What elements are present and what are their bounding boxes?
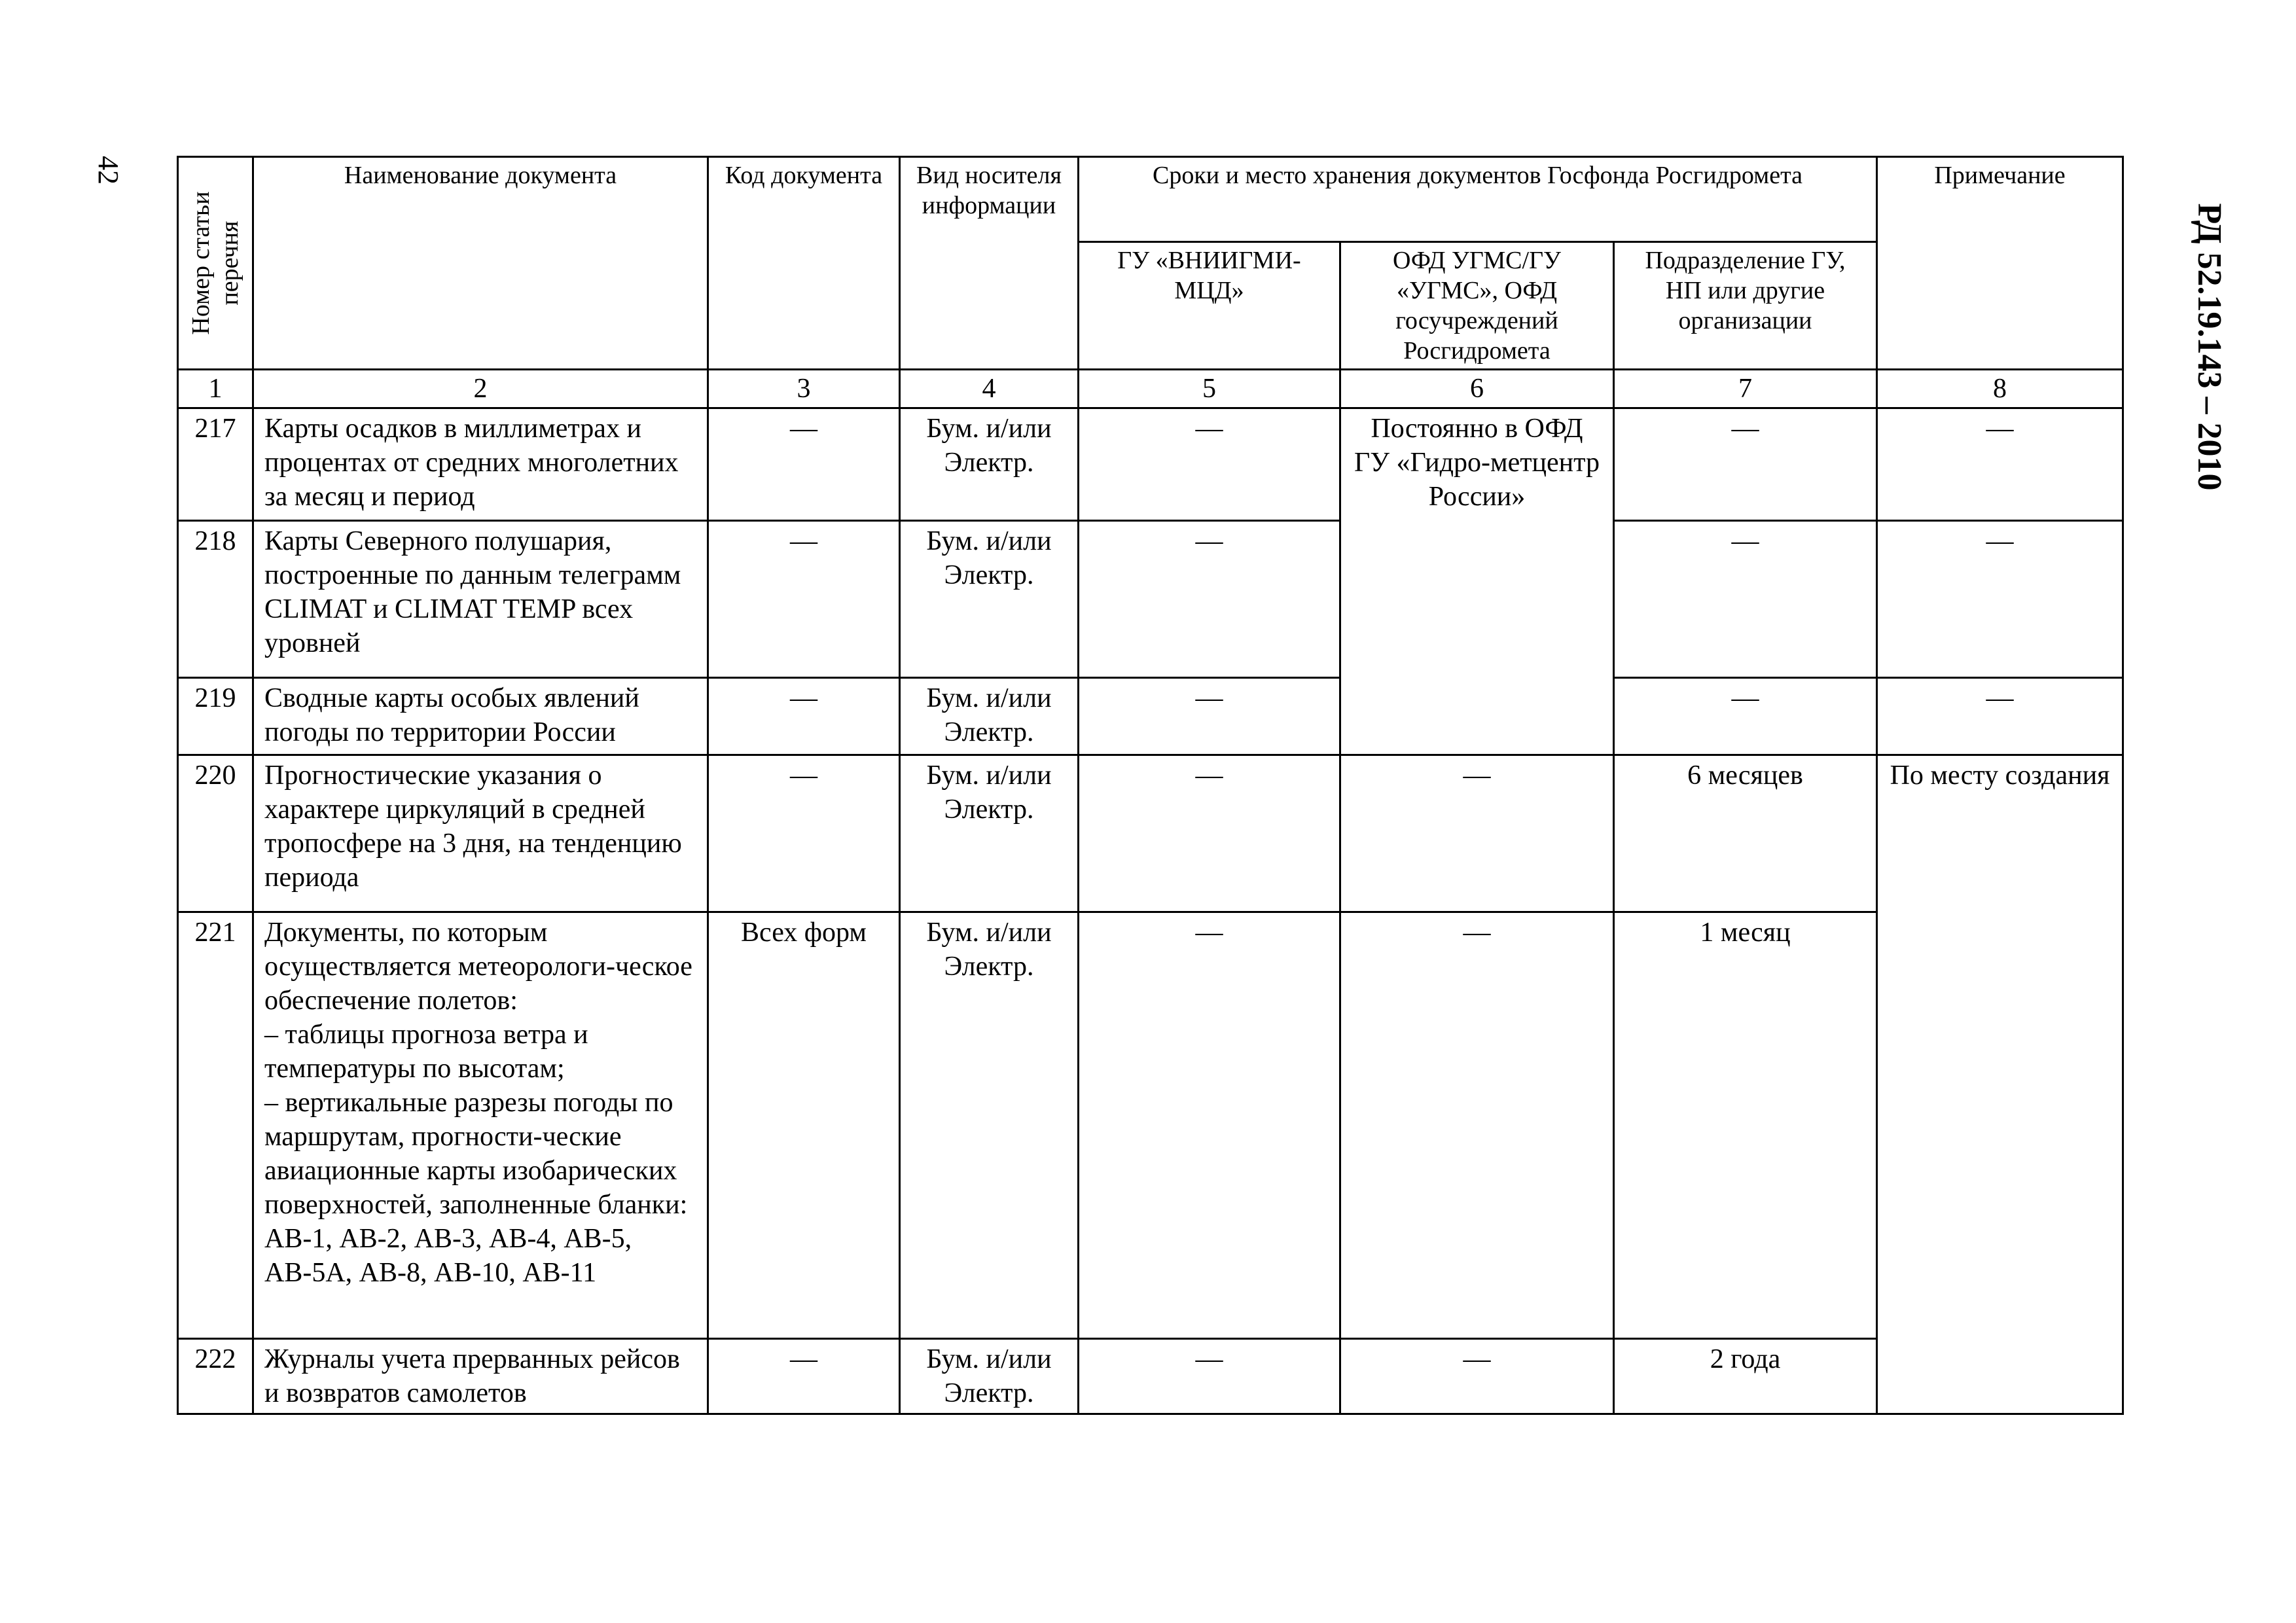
division-term: — <box>1614 408 1877 521</box>
medium: Бум. и/или Электр. <box>900 408 1079 521</box>
document-code: РД 52.19.143 – 2010 <box>2191 203 2228 491</box>
name-line: – таблицы прогноза ветра и температуры по высотам; <box>264 1020 588 1084</box>
division-term: — <box>1614 678 1877 755</box>
table-row <box>178 912 2123 1339</box>
ofd-term: — <box>1340 912 1614 1339</box>
medium: Бум. и/или Электр. <box>900 755 1079 912</box>
document-name: Карты осадков в миллиметрах и процентах от средних многолетних за месяц и период <box>253 408 708 521</box>
document-name: Журналы учета прерванных рейсов и возвратов самолетов <box>253 1339 708 1414</box>
header-ofd-ugms: ОФД УГМС/ГУ «УГМС», ОФД госучреждений Росгидромета <box>1340 242 1614 370</box>
document-name <box>253 912 708 1339</box>
table-row <box>178 755 2123 912</box>
document-code: — <box>708 408 900 521</box>
header-row <box>178 157 2123 242</box>
document-name: Сводные карты особых явлений погоды по территории России <box>253 678 708 755</box>
header-medium: Вид носителя информации <box>900 157 1079 370</box>
row-number: 218 <box>178 521 253 678</box>
table-row <box>178 1339 2123 1414</box>
page-number: 42 <box>92 156 124 185</box>
name-line: – вертикальные разрезы погоды по маршрутам, прогности-ческие авиационные карты изобарических поверхностей, заполненные бланки: АВ-1, АВ-2, АВ-3, АВ-4, АВ-5, АВ-5А, АВ-8, АВ-10, АВ-11 <box>264 1088 688 1288</box>
retention-table <box>177 156 2124 1415</box>
note-merged: По месту создания <box>1877 755 2123 1414</box>
document-code: — <box>708 521 900 678</box>
header-name: Наименование документа <box>253 157 708 370</box>
vniigmi-term: — <box>1079 755 1340 912</box>
row-number: 219 <box>178 678 253 755</box>
division-term: 1 месяц <box>1614 912 1877 1339</box>
column-numbers-row <box>178 370 2123 408</box>
table-row <box>178 678 2123 755</box>
vniigmi-term: — <box>1079 678 1340 755</box>
medium: Бум. и/или Электр. <box>900 912 1079 1339</box>
header-note: Примечание <box>1877 157 2123 370</box>
header-storage-group: Сроки и место хранения документов Госфонда Росгидромета <box>1079 157 1877 242</box>
document-name: Карты Северного полушария, построенные по данным телеграмм CLIMAT и CLIMAT TEMP всех уровней <box>253 521 708 678</box>
document-code: Всех форм <box>708 912 900 1339</box>
row-number: 221 <box>178 912 253 1339</box>
ofd-term-merged: Постоянно в ОФД ГУ «Гидро-метцентр России» <box>1340 408 1614 755</box>
header-division: Подразделение ГУ, НП или другие организации <box>1614 242 1877 370</box>
vniigmi-term: — <box>1079 1339 1340 1414</box>
header-code: Код документа <box>708 157 900 370</box>
column-number: 7 <box>1614 370 1877 408</box>
division-term: — <box>1614 521 1877 678</box>
document-code: — <box>708 678 900 755</box>
header-vniigmi: ГУ «ВНИИГМИ-МЦД» <box>1079 242 1340 370</box>
name-line: Документы, по которым осуществляется метеорологи-ческое обеспечение полетов: <box>264 918 692 1016</box>
column-number: 2 <box>253 370 708 408</box>
table-row <box>178 408 2123 521</box>
row-number: 222 <box>178 1339 253 1414</box>
ofd-term: — <box>1340 755 1614 912</box>
column-number: 8 <box>1877 370 2123 408</box>
division-term: 2 года <box>1614 1339 1877 1414</box>
header-num: Номер статьи перечня <box>178 157 253 370</box>
vniigmi-term: — <box>1079 912 1340 1339</box>
document-code: — <box>708 755 900 912</box>
note: — <box>1877 408 2123 521</box>
vniigmi-term: — <box>1079 408 1340 521</box>
row-number: 220 <box>178 755 253 912</box>
column-number: 1 <box>178 370 253 408</box>
medium: Бум. и/или Электр. <box>900 678 1079 755</box>
column-number: 6 <box>1340 370 1614 408</box>
ofd-term: — <box>1340 1339 1614 1414</box>
table-row <box>178 521 2123 678</box>
medium: Бум. и/или Электр. <box>900 1339 1079 1414</box>
column-number: 3 <box>708 370 900 408</box>
column-number: 4 <box>900 370 1079 408</box>
division-term: 6 месяцев <box>1614 755 1877 912</box>
column-number: 5 <box>1079 370 1340 408</box>
medium: Бум. и/или Электр. <box>900 521 1079 678</box>
document-code: — <box>708 1339 900 1414</box>
note: — <box>1877 678 2123 755</box>
document-name: Прогностические указания о характере циркуляций в средней тропосфере на 3 дня, на тенденцию периода <box>253 755 708 912</box>
note: — <box>1877 521 2123 678</box>
row-number: 217 <box>178 408 253 521</box>
vniigmi-term: — <box>1079 521 1340 678</box>
